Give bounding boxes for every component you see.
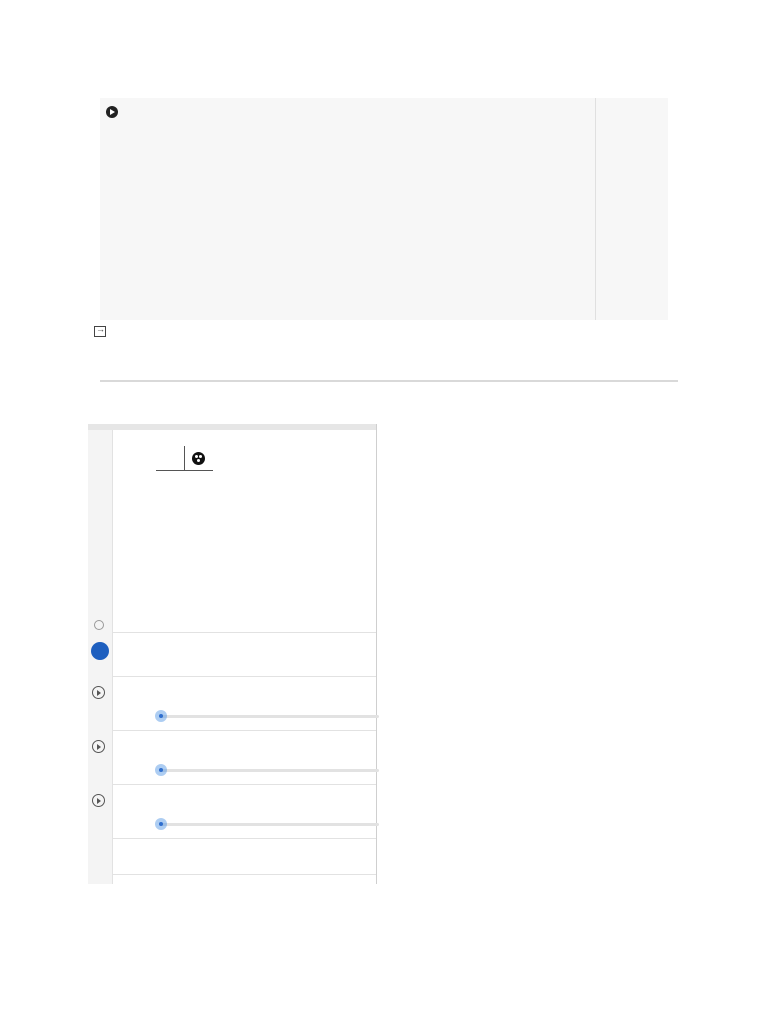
point-style-icon[interactable] (192, 452, 205, 465)
graph-canvas[interactable] (377, 424, 658, 884)
slider-expression-w3[interactable] (112, 784, 376, 839)
slider-handle[interactable] (155, 764, 167, 776)
table-header-x[interactable] (156, 446, 185, 471)
table-expression[interactable] (112, 430, 376, 633)
slider-track[interactable] (161, 769, 379, 772)
slider-handle[interactable] (155, 710, 167, 722)
data-table[interactable] (156, 446, 213, 471)
desmos-logo-icon (91, 642, 109, 660)
desmos-screenshot (88, 424, 658, 884)
slider-track[interactable] (161, 823, 379, 826)
slider-expression-w1[interactable] (112, 676, 376, 731)
empty-expression[interactable] (112, 838, 376, 875)
play-icon[interactable] (92, 686, 105, 699)
expression-list (88, 424, 377, 884)
slider-expression-w2[interactable] (112, 730, 376, 785)
slider-handle[interactable] (155, 818, 167, 830)
play-icon[interactable] (92, 794, 105, 807)
code-cell (88, 98, 680, 384)
ruler-line (595, 98, 596, 320)
empty-expression[interactable] (112, 874, 376, 884)
output-icon[interactable] (94, 326, 106, 337)
code-editor[interactable] (100, 98, 668, 320)
cell-divider (100, 380, 678, 382)
slider-track[interactable] (161, 715, 379, 718)
zoom-fit-icon[interactable] (94, 620, 104, 630)
run-cell-button[interactable] (106, 106, 118, 118)
equation-expression[interactable] (112, 632, 376, 677)
table-header-y[interactable] (185, 446, 214, 471)
play-icon[interactable] (92, 740, 105, 753)
